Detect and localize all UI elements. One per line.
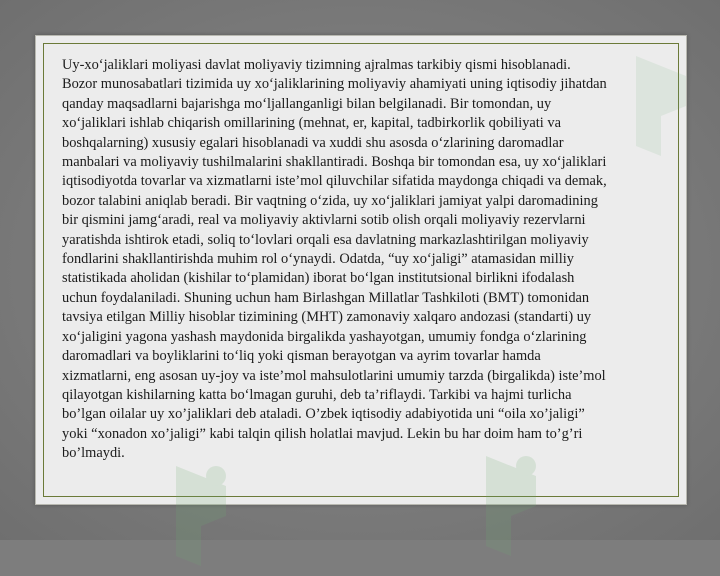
watermark-logo-icon bbox=[156, 456, 246, 576]
body-paragraph: Uy-xo‘jaliklari moliyasi davlat moliyaviy tizimning ajralmas tarkibiy qismi hisoblanadi. Bozor munosabatlari tizimida uy xo‘jaliklarining moliyaviy ahamiyati uning iqtisodiy jihatdan qanday maqsadlarni bajarishga mo‘ljallanganligi bilan belgilanadi. Bir tomondan, uy xo‘jaliklari ishlab chiqarish omillarining (mehnat, er, kapital, tadbirkorlik qobiliyati va boshqalarning) xususiy egalari hisoblanadi va xuddi shu asosda o‘zlarining daromadlar manbalari va moliyaviy tushilmalarini shakllantiradi. Boshqa bir tomondan esa, uy xo‘jaliklari iqtisodiyotda tovarlar va xizmatlarni iste’mol qiluvchilar sifatida maydonga chiqadi va demak, bozor talabini aniqlab beradi. Bir vaqtning o‘zida, uy xo‘jaliklari jamiyat yalpi daromadining bir qismini jamg‘aradi, real va moliyaviy aktivlarni sotib olish orqali moliyaviy rezervlarni yaratishda ishtirok etadi, soliq to‘lovlari orqali esa davlatning markazlashtirilgan moliyaviy fondlarini shakllantirishda muhim rol o‘ynaydi. Odatda, “uy xo‘jaligi” atamasidan milliy statistikada aholidan (kishilar to‘plamidan) iborat bo‘lgan institutsional birlikni ifodalash uchun foydalaniladi. Shuning uchun ham Birlashgan Millatlar Tashkiloti (BMT) tomonidan tavsiya etilgan Milliy hisoblar tizimining (MHT) zamonaviy xalqaro andozasi (standarti) uy xo‘jaligini yagona yashash maydonida birgalikda yashayotgan, umumiy fondga o‘zlarining daromadlari va boyliklarini to‘liq yoki qisman berayotgan va ayrim tovarlar hamda xizmatlarni, eng asosan uy-joy va iste’mol mahsulotlarini umumiy tarzda (birgalikda) iste’mol qilayotgan kishilarning katta bo‘lmagan guruhi, deb ta’riflaydi. Tarkibi va hajmi turlicha bo’lgan oilalar uy xo’jaliklari deb ataladi. O’zbek iqtisodiy adabiyotida uni “oila xo’jaligi” yoki “xonadon xo’jaligi” kabi talqin qilish holatlai mavjud. Lekin bu har doim ham to’g’ri bo’lmaydi. bbox=[62, 57, 607, 462]
watermark-logo-icon bbox=[466, 446, 556, 566]
slide-panel bbox=[35, 35, 687, 505]
